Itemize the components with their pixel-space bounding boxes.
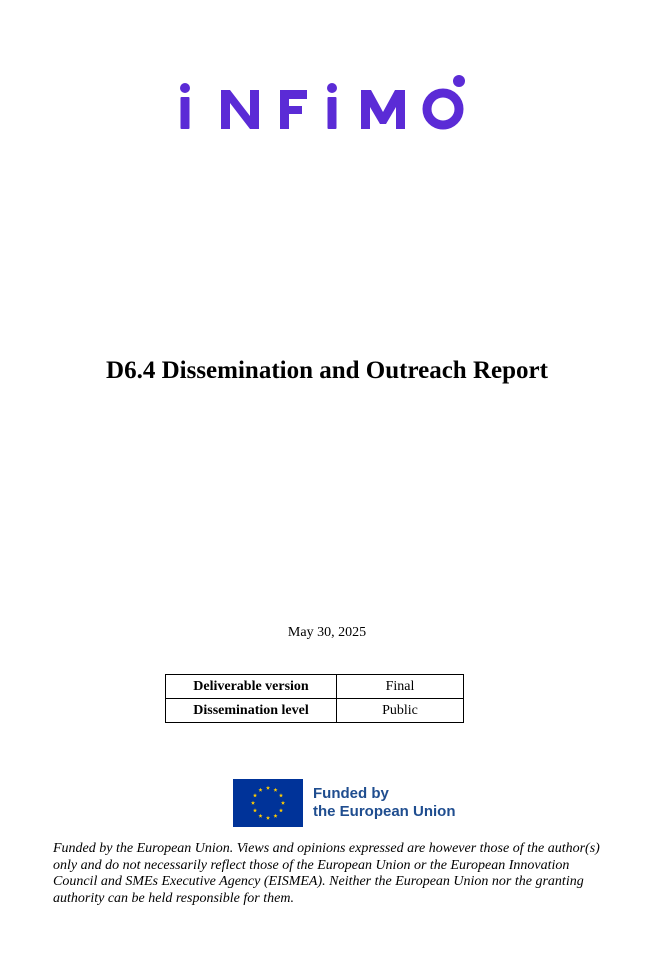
infimo-logo-icon — [177, 72, 477, 132]
table-cell-label: Deliverable version — [166, 675, 337, 699]
table-cell-value: Final — [337, 675, 464, 699]
table-cell-label: Dissemination level — [166, 699, 337, 723]
eu-funding-emblem — [233, 778, 456, 828]
table-row — [166, 699, 464, 723]
infimo-logo — [0, 72, 654, 132]
table-cell-value: Public — [337, 699, 464, 723]
table-row — [166, 675, 464, 699]
info-table — [165, 674, 464, 723]
disclaimer-text: Funded by the European Union. Views and opinions expressed are however those of the author(s) only and do not necessarily reflect those of the European Union or the European Innovation Council and SMEs Executive Agency (EISMEA). Neither the European Union nor the granting authority can be held responsible for them. — [53, 841, 600, 906]
page-title: D6.4 Dissemination and Outreach Report — [106, 357, 548, 384]
eu-flag-icon — [233, 779, 303, 827]
report-date: May 30, 2025 — [287, 625, 367, 640]
eu-funding-line1: Funded by — [313, 785, 389, 802]
eu-funding-line2: the European Union — [313, 803, 456, 820]
eu-funding-text — [313, 785, 456, 821]
